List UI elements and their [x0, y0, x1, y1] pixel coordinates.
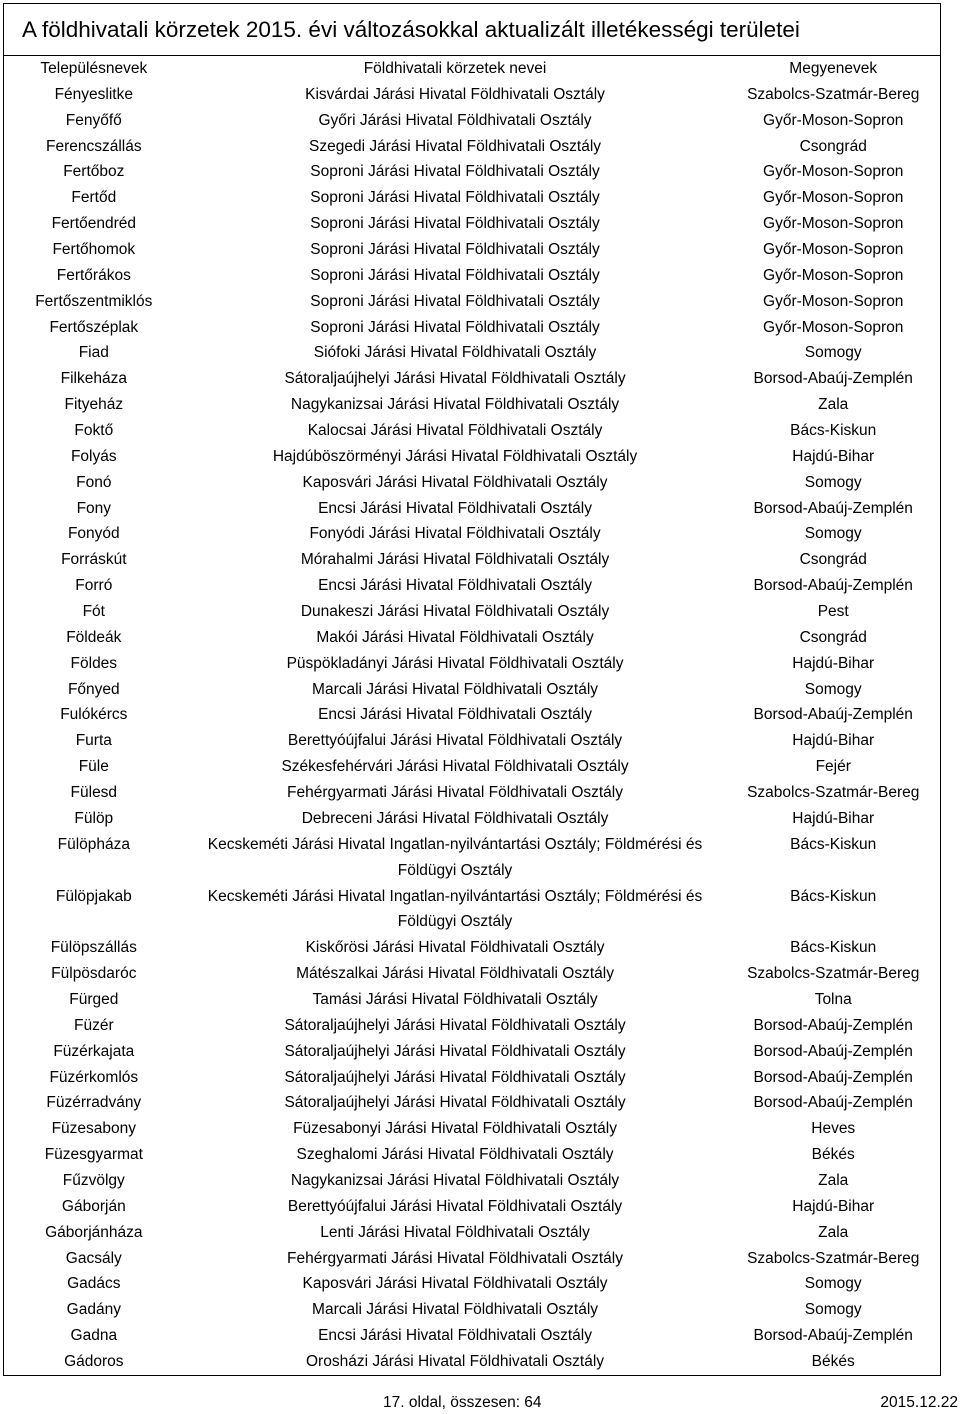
- county-cell: Bács-Kiskun: [790, 835, 877, 853]
- settlement-cell: Fertőd: [71, 189, 117, 207]
- table-row: [4, 702, 940, 728]
- office-cell: Hajdúböszörményi Járási Hivatal Földhivatali Osztály: [272, 447, 638, 465]
- table-row: [4, 1090, 940, 1116]
- office-cell: Kecskeméti Járási Hivatal Ingatlan-nyilvántartási Osztály; Földmérési és Földügyi Osztály: [207, 887, 703, 931]
- settlement-cell: Füzérradvány: [46, 1094, 142, 1112]
- county-cell: Győr-Moson-Sopron: [763, 292, 904, 310]
- office-cell: Sátoraljaújhelyi Járási Hivatal Földhivatali Osztály: [284, 1068, 626, 1086]
- table-row: [4, 211, 940, 237]
- settlement-cell: Fertőrákos: [56, 266, 131, 284]
- table-row: [4, 1013, 940, 1039]
- office-cell: Fehérgyarmati Járási Hivatal Földhivatali Osztály: [287, 784, 623, 802]
- settlement-cell: Fertőszéplak: [49, 318, 139, 336]
- office-cell: Sátoraljaújhelyi Járási Hivatal Földhivatali Osztály: [284, 1042, 626, 1060]
- settlement-cell: Füle: [78, 758, 109, 776]
- settlement-cell: Gáborjánháza: [45, 1223, 143, 1241]
- county-cell: Szabolcs-Szatmár-Bereg: [747, 85, 920, 103]
- office-cell: Lenti Járási Hivatal Földhivatali Osztály: [320, 1223, 590, 1241]
- document-table: [3, 3, 941, 1376]
- settlement-cell: Forró: [75, 577, 113, 595]
- header-county: Megyenevek: [789, 60, 878, 77]
- county-cell: Borsod-Abaúj-Zemplén: [753, 577, 913, 595]
- office-cell: Kaposvári Járási Hivatal Földhivatali Osztály: [302, 1275, 608, 1293]
- office-cell: Encsi Járási Hivatal Földhivatali Osztály: [318, 1327, 592, 1345]
- table-row: [4, 1194, 940, 1220]
- table-row: [4, 289, 940, 315]
- page-title: A földhivatali körzetek 2015. évi változásokkal aktualizált illetékességi területei: [4, 4, 940, 56]
- table-row: [4, 108, 940, 134]
- settlement-cell: Filkeháza: [60, 370, 127, 388]
- table-row: [4, 884, 940, 936]
- office-cell: Nagykanizsai Járási Hivatal Földhivatali Osztály: [290, 1171, 620, 1189]
- table-row: [4, 832, 940, 884]
- office-cell: Encsi Járási Hivatal Földhivatali Osztály: [318, 499, 592, 517]
- county-cell: Somogy: [804, 344, 862, 362]
- table-body: [4, 82, 940, 1375]
- settlement-cell: Foktő: [74, 422, 114, 440]
- table-row: [4, 547, 940, 573]
- settlement-cell: Füzérkajata: [53, 1042, 135, 1060]
- county-cell: Borsod-Abaúj-Zemplén: [753, 1094, 913, 1112]
- table-row: [4, 496, 940, 522]
- header-settlement: Településnevek: [40, 60, 148, 77]
- county-cell: Győr-Moson-Sopron: [763, 111, 904, 129]
- settlement-cell: Fenyőfő: [65, 111, 122, 129]
- office-cell: Fonyódi Járási Hivatal Földhivatali Osztály: [309, 525, 601, 543]
- office-cell: Püspökladányi Járási Hivatal Földhivatali Osztály: [286, 654, 624, 672]
- county-cell: Borsod-Abaúj-Zemplén: [753, 1068, 913, 1086]
- county-cell: Zala: [818, 1171, 849, 1189]
- table-row: [4, 961, 940, 987]
- county-cell: Borsod-Abaúj-Zemplén: [753, 706, 913, 724]
- table-row: [4, 470, 940, 496]
- table-row: [4, 366, 940, 392]
- table-row: [4, 185, 940, 211]
- header-office: Földhivatali körzetek nevei: [363, 60, 547, 77]
- settlement-cell: Fürged: [69, 990, 119, 1008]
- settlement-cell: Gadács: [67, 1275, 121, 1293]
- county-cell: Borsod-Abaúj-Zemplén: [753, 1016, 913, 1034]
- office-cell: Sátoraljaújhelyi Járási Hivatal Földhivatali Osztály: [284, 1094, 626, 1112]
- office-cell: Kisvárdai Járási Hivatal Földhivatali Osztály: [305, 85, 605, 103]
- table-row: [4, 1297, 940, 1323]
- county-cell: Szabolcs-Szatmár-Bereg: [747, 784, 920, 802]
- settlement-cell: Forráskút: [61, 551, 127, 569]
- table-row: [4, 573, 940, 599]
- settlement-cell: Fertőhomok: [52, 241, 136, 259]
- county-cell: Somogy: [804, 1275, 862, 1293]
- settlement-cell: Gadány: [66, 1301, 121, 1319]
- office-cell: Berettyóújfalui Járási Hivatal Földhivatali Osztály: [287, 732, 623, 750]
- table-row: [4, 1271, 940, 1297]
- office-cell: Szeghalomi Járási Hivatal Földhivatali Osztály: [296, 1146, 614, 1164]
- settlement-cell: Fülöp: [74, 809, 114, 827]
- table-row: [4, 1168, 940, 1194]
- table-row: [4, 1349, 940, 1375]
- table-row: [4, 159, 940, 185]
- settlement-cell: Gadna: [70, 1327, 118, 1345]
- office-cell: Mórahalmi Járási Hivatal Földhivatali Osztály: [300, 551, 610, 569]
- settlement-cell: Fülöpszállás: [50, 939, 137, 957]
- county-cell: Hajdú-Bihar: [792, 1197, 875, 1215]
- table-row: [4, 263, 940, 289]
- table-row: [4, 444, 940, 470]
- county-cell: Somogy: [804, 473, 862, 491]
- county-cell: Csongrád: [799, 628, 867, 646]
- county-cell: Hajdú-Bihar: [792, 732, 875, 750]
- table-row: [4, 754, 940, 780]
- settlement-cell: Fonyód: [67, 525, 120, 543]
- county-cell: Csongrád: [799, 137, 867, 155]
- table-row: [4, 935, 940, 961]
- header-row: [4, 56, 940, 82]
- office-cell: Sátoraljaújhelyi Járási Hivatal Földhivatali Osztály: [284, 370, 626, 388]
- settlement-cell: Folyás: [70, 447, 117, 465]
- settlement-cell: Fülesd: [70, 784, 118, 802]
- office-cell: Berettyóújfalui Járási Hivatal Földhivatali Osztály: [287, 1197, 623, 1215]
- office-cell: Nagykanizsai Járási Hivatal Földhivatali Osztály: [290, 396, 620, 414]
- table-row: [4, 237, 940, 263]
- county-cell: Győr-Moson-Sopron: [763, 241, 904, 259]
- county-cell: Somogy: [804, 1301, 862, 1319]
- office-cell: Székesfehérvári Járási Hivatal Földhivatali Osztály: [281, 758, 629, 776]
- county-cell: Somogy: [804, 680, 862, 698]
- settlement-cell: Fiad: [78, 344, 109, 362]
- table-row: [4, 1039, 940, 1065]
- office-cell: Encsi Járási Hivatal Földhivatali Osztály: [318, 577, 592, 595]
- office-cell: Soproni Járási Hivatal Földhivatali Osztály: [310, 189, 600, 207]
- settlement-cell: Fót: [82, 603, 105, 621]
- settlement-cell: Gáborján: [61, 1197, 126, 1215]
- settlement-cell: Fony: [76, 499, 112, 517]
- table-row: [4, 1246, 940, 1272]
- county-cell: Bács-Kiskun: [790, 887, 877, 905]
- county-cell: Győr-Moson-Sopron: [763, 163, 904, 181]
- table-row: [4, 677, 940, 703]
- office-cell: Debreceni Járási Hivatal Földhivatali Osztály: [301, 809, 609, 827]
- table-row: [4, 1142, 940, 1168]
- table-row: [4, 780, 940, 806]
- office-cell: Kaposvári Járási Hivatal Földhivatali Osztály: [302, 473, 608, 491]
- table-row: [4, 1065, 940, 1091]
- county-cell: Szabolcs-Szatmár-Bereg: [747, 1249, 920, 1267]
- table-row: [4, 521, 940, 547]
- county-cell: Győr-Moson-Sopron: [763, 266, 904, 284]
- settlement-cell: Fülpösdaróc: [51, 965, 137, 983]
- county-cell: Győr-Moson-Sopron: [763, 318, 904, 336]
- office-cell: Füzesabonyi Járási Hivatal Földhivatali Osztály: [293, 1120, 617, 1138]
- office-cell: Siófoki Járási Hivatal Földhivatali Osztály: [313, 344, 597, 362]
- table-row: [4, 1116, 940, 1142]
- county-cell: Szabolcs-Szatmár-Bereg: [747, 965, 920, 983]
- county-cell: Győr-Moson-Sopron: [763, 215, 904, 233]
- office-cell: Tamási Járási Hivatal Földhivatali Osztály: [312, 990, 598, 1008]
- county-cell: Borsod-Abaúj-Zemplén: [753, 499, 913, 517]
- county-cell: Bács-Kiskun: [790, 939, 877, 957]
- county-cell: Hajdú-Bihar: [792, 654, 875, 672]
- office-cell: Encsi Járási Hivatal Földhivatali Osztály: [318, 706, 592, 724]
- office-cell: Győri Járási Hivatal Földhivatali Osztály: [318, 111, 592, 129]
- office-cell: Soproni Járási Hivatal Földhivatali Osztály: [310, 163, 600, 181]
- county-cell: Győr-Moson-Sopron: [763, 189, 904, 207]
- table-row: [4, 806, 940, 832]
- county-cell: Somogy: [804, 525, 862, 543]
- office-cell: Soproni Járási Hivatal Földhivatali Osztály: [310, 318, 600, 336]
- table-row: [4, 1323, 940, 1349]
- office-cell: Mátészalkai Járási Hivatal Földhivatali Osztály: [296, 965, 614, 983]
- settlement-cell: Fulókércs: [60, 706, 128, 724]
- page-footer: [0, 1392, 960, 1414]
- page-number: 17. oldal, összesen: 64: [383, 1394, 542, 1411]
- settlement-cell: Füzesgyarmat: [44, 1146, 143, 1164]
- table-row: [4, 599, 940, 625]
- table-row: [4, 728, 940, 754]
- document-date: 2015.12.22: [880, 1394, 958, 1411]
- settlement-cell: Fertőboz: [63, 163, 125, 181]
- county-cell: Heves: [811, 1120, 856, 1138]
- county-cell: Csongrád: [799, 551, 867, 569]
- table-row: [4, 392, 940, 418]
- settlement-cell: Fertőszentmiklós: [35, 292, 153, 310]
- office-cell: Marcali Járási Hivatal Földhivatali Osztály: [312, 1301, 599, 1319]
- office-cell: Orosházi Járási Hivatal Földhivatali Osztály: [306, 1352, 605, 1370]
- table-row: [4, 315, 940, 341]
- table-row: [4, 82, 940, 108]
- office-cell: Soproni Járási Hivatal Földhivatali Osztály: [310, 241, 600, 259]
- county-cell: Békés: [811, 1352, 855, 1370]
- county-cell: Hajdú-Bihar: [792, 809, 875, 827]
- office-cell: Kalocsai Járási Hivatal Földhivatali Osztály: [307, 422, 603, 440]
- settlement-cell: Gacsály: [65, 1249, 122, 1267]
- county-cell: Zala: [818, 1223, 849, 1241]
- county-cell: Hajdú-Bihar: [792, 447, 875, 465]
- office-cell: Soproni Járási Hivatal Földhivatali Osztály: [310, 266, 600, 284]
- settlement-cell: Fityeház: [64, 396, 124, 414]
- table-row: [4, 134, 940, 160]
- table-row: [4, 651, 940, 677]
- office-cell: Makói Járási Hivatal Földhivatali Osztály: [316, 628, 594, 646]
- table-row: [4, 987, 940, 1013]
- county-cell: Borsod-Abaúj-Zemplén: [753, 1327, 913, 1345]
- table-row: [4, 418, 940, 444]
- settlement-cell: Földeák: [66, 628, 122, 646]
- office-cell: Szegedi Járási Hivatal Földhivatali Osztály: [309, 137, 602, 155]
- county-cell: Fejér: [815, 758, 851, 776]
- county-cell: Bács-Kiskun: [790, 422, 877, 440]
- office-cell: Soproni Járási Hivatal Földhivatali Osztály: [310, 292, 600, 310]
- table-row: [4, 340, 940, 366]
- settlement-cell: Fülöpjakab: [55, 887, 132, 905]
- settlement-cell: Fonó: [76, 473, 112, 491]
- county-cell: Pest: [817, 603, 849, 621]
- table-row: [4, 1220, 940, 1246]
- settlement-cell: Ferencszállás: [45, 137, 142, 155]
- settlement-cell: Földes: [70, 654, 118, 672]
- settlement-cell: Főnyed: [67, 680, 120, 698]
- county-cell: Borsod-Abaúj-Zemplén: [753, 370, 913, 388]
- settlement-cell: Füzesabony: [51, 1120, 137, 1138]
- office-cell: Kiskőrösi Járási Hivatal Földhivatali Osztály: [305, 939, 605, 957]
- office-cell: Kecskeméti Járási Hivatal Ingatlan-nyilvántartási Osztály; Földmérési és Földügyi Osztály: [207, 835, 703, 879]
- office-cell: Marcali Járási Hivatal Földhivatali Osztály: [312, 680, 599, 698]
- county-cell: Békés: [811, 1146, 855, 1164]
- county-cell: Zala: [818, 396, 849, 414]
- office-cell: Sátoraljaújhelyi Járási Hivatal Földhivatali Osztály: [284, 1016, 626, 1034]
- settlement-cell: Fertőendréd: [51, 215, 137, 233]
- settlement-cell: Fűzvölgy: [62, 1171, 125, 1189]
- settlement-cell: Fényeslitke: [54, 85, 133, 103]
- settlement-cell: Gádoros: [64, 1352, 124, 1370]
- settlement-cell: Furta: [75, 732, 112, 750]
- settlement-cell: Füzér: [73, 1016, 114, 1034]
- office-cell: Dunakeszi Járási Hivatal Földhivatali Osztály: [300, 603, 610, 621]
- office-cell: Fehérgyarmati Járási Hivatal Földhivatali Osztály: [287, 1249, 623, 1267]
- table-row: [4, 625, 940, 651]
- county-cell: Borsod-Abaúj-Zemplén: [753, 1042, 913, 1060]
- settlement-cell: Füzérkomlós: [49, 1068, 139, 1086]
- settlement-cell: Fülöpháza: [57, 835, 130, 853]
- office-cell: Soproni Járási Hivatal Földhivatali Osztály: [310, 215, 600, 233]
- county-cell: Tolna: [814, 990, 852, 1008]
